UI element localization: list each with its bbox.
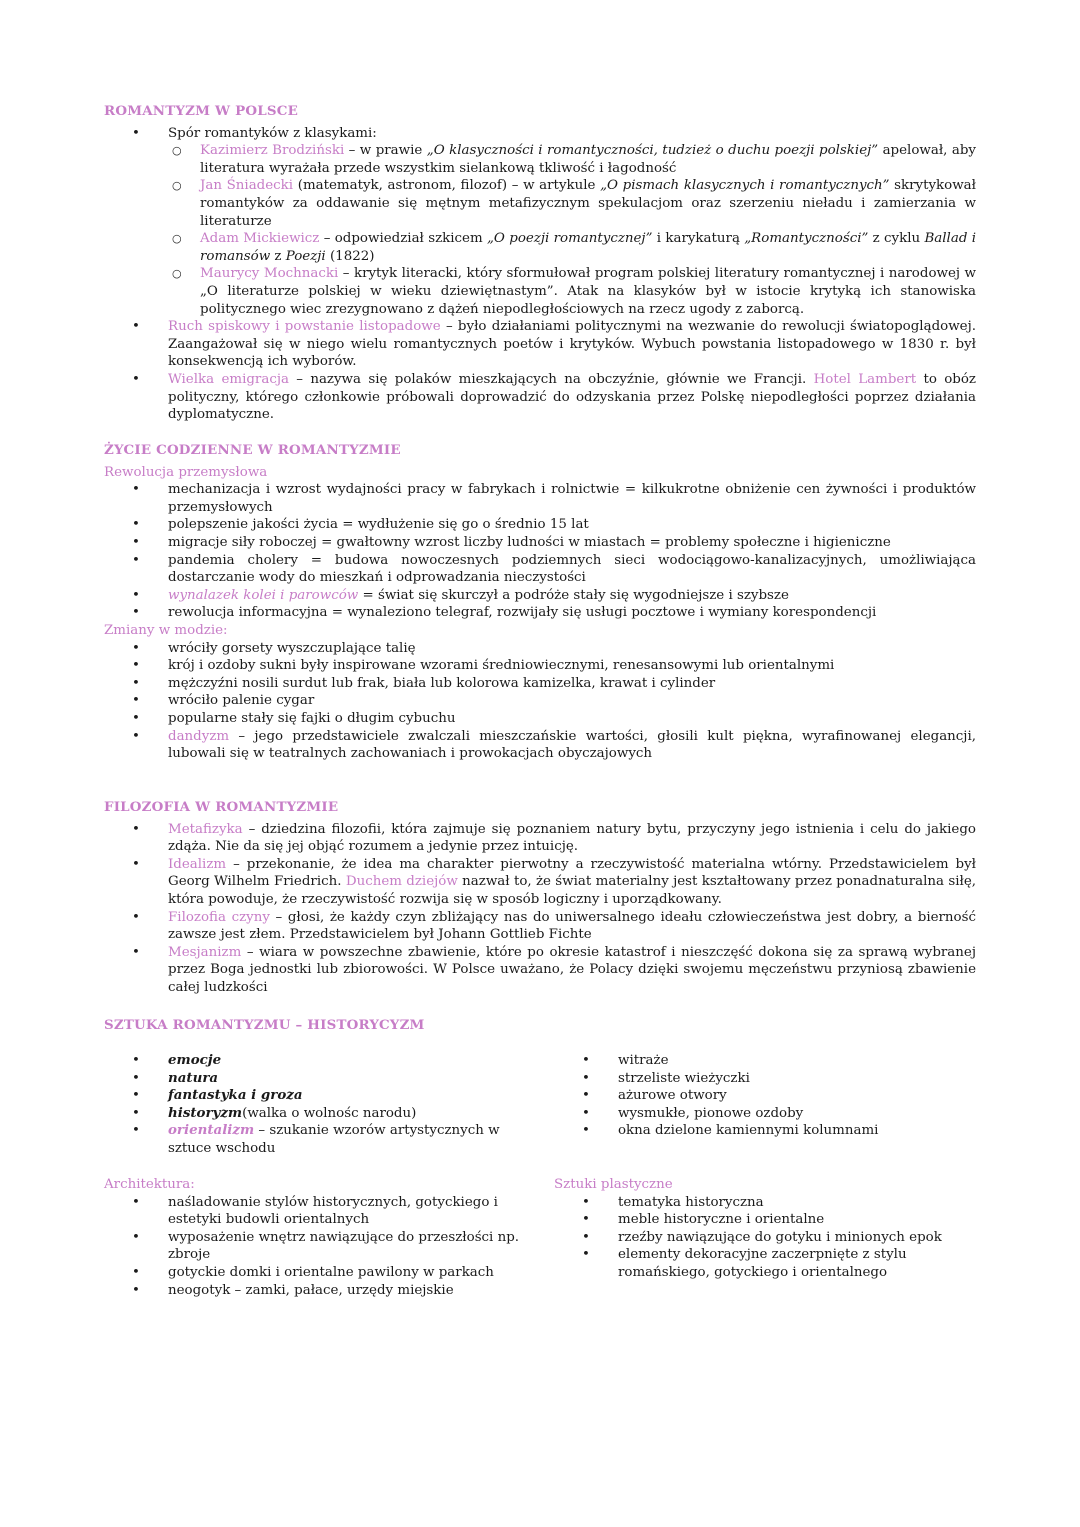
list-item: • tematyka historyczna [554, 1194, 974, 1212]
list-item: • strzeliste wieżyczki [554, 1070, 974, 1088]
text: (walka o wolnośc narodu) [242, 1105, 417, 1121]
list-item [104, 1087, 524, 1105]
list-item [104, 1122, 524, 1157]
subheading-rewolucja: Rewolucja przemysłowa [104, 464, 268, 480]
list-item: • elementy dekoracyjne zaczerpnięte z stylu romańskiego, gotyckiego i orientalnego [554, 1246, 974, 1281]
list-item: • neogotyk – zamki, pałace, urzędy miejskie [104, 1282, 524, 1300]
term: orientalizm [168, 1122, 255, 1139]
sztuka-right-column [554, 1052, 974, 1140]
list-item-text: Spór romantyków z klasykami: [168, 125, 377, 141]
text: z [270, 248, 286, 264]
person-name: Adam Mickiewicz [200, 231, 320, 247]
architektura-column [104, 1176, 524, 1299]
term: Idealizm [168, 856, 227, 872]
list-item: • mężczyźni nosili surdut lub frak, biała lub kolorowa kamizelka, krawat i cylinder [104, 675, 976, 693]
sztuki-plastyczne-column [554, 1176, 974, 1282]
sub-list [168, 142, 976, 318]
list-item [104, 909, 976, 944]
list-item: • meble historyczne i orientalne [554, 1211, 974, 1229]
list-item: • gotyckie domki i orientalne pawilony w parkach [104, 1264, 524, 1282]
text: (matematyk, astronom, filozof) – w artykule [293, 178, 601, 194]
bullet-list [104, 481, 976, 622]
text: to obóz polityczny, którego członkowie próbowali doprowadzić do odzyskania przez Polskę niepodległości poprzez działania dyplomatyczne. [168, 371, 976, 423]
term: emocje [168, 1052, 222, 1068]
text: – jego przedstawiciele zwalczali mieszczańskie wartości, głosili kult piękna, wyrafinowanej elegancji, lubowali się w teatralnych zachowaniach i prowokacjach obyczajowych [168, 728, 976, 762]
title-italic: Poezji [285, 248, 326, 264]
text: – głosi, że każdy czyn zbliżający nas do uniwersalnego ideału człowieczeństwa jest dobry, a bierność zawsze jest złem. Przedstawicielem był Johann Gottlieb Fichte [168, 909, 976, 943]
person-name: Kazimierz Brodziński [200, 143, 345, 159]
bullet-list [554, 1052, 974, 1140]
list-item: • popularne stały się fajki o długim cybuchu [104, 710, 976, 728]
text: – szukanie wzorów artystycznych w sztuce wschodu [168, 1123, 500, 1156]
list-item: • migracje siły roboczej = gwałtowny wzrost liczby ludności w miastach = problemy społeczne i higieniczne [104, 534, 976, 552]
text: – w prawie [344, 143, 427, 159]
list-item: • krój i ozdoby sukni były inspirowane wzorami średniowiecznymi, renesansowymi lub orientalnymi [104, 657, 976, 675]
text: apelował, aby literatura wyrażała przede wszystkim sielankową tkliwość i łagodność [200, 143, 976, 176]
list-item [104, 856, 976, 909]
text: z cyklu [868, 231, 925, 247]
person-name: Jan Śniadecki [200, 178, 294, 194]
text: – dziedzina filozofii, która zajmuje się poznaniem natury bytu, przyczyny jego istnienia i celu do jakiego zdąża. Nie da się jej objąć rozumem a jedynie przez intuicję. [168, 821, 976, 855]
title-italic: „O klasyczności i romantyczności, tudzież o duchu poezji polskiej” [426, 143, 879, 159]
list-item: • wysmukłe, pionowe ozdoby [554, 1105, 974, 1123]
subheading-architektura: Architektura: [104, 1177, 195, 1192]
bullet-list [554, 1194, 974, 1282]
term: historyzm [168, 1104, 243, 1121]
sub-list-item [168, 142, 976, 177]
list-item: • wróciły gorsety wyszczuplające talię [104, 640, 976, 658]
bullet-list [104, 125, 976, 424]
list-item: • witraże [554, 1052, 974, 1070]
list-item: • rzeźby nawiązujące do gotyku i minionych epok [554, 1229, 974, 1247]
list-item: • ażurowe otwory [554, 1087, 974, 1105]
term: Hotel Lambert [813, 371, 917, 387]
list-item [104, 821, 976, 856]
list-item [104, 1070, 524, 1088]
sub-list-item [168, 177, 976, 230]
section-filozofia [104, 799, 976, 997]
text: skrytykował romantyków za oddawanie się mętnym metafizycznym spekulacjom oraz szerzeniu nieładu i zamierzania w literaturze [200, 178, 976, 229]
sub-list-item [168, 230, 976, 265]
list-item: • wyposażenie wnętrz nawiązujące do przeszłości np. zbroje [104, 1229, 524, 1264]
term: Ruch spiskowy i powstanie listopadowe [168, 319, 441, 335]
list-item: • rewolucja informacyjna = wynaleziono telegraf, rozwijały się usługi pocztowe i wymiany korespondencji [104, 604, 976, 622]
list-item [104, 1052, 524, 1070]
list-item: • wróciło palenie cygar [104, 692, 976, 710]
subheading-moda: Zmiany w modzie: [104, 622, 228, 638]
term: Wielka emigracja [168, 371, 289, 387]
section-heading: ROMANTYZM W POLSCE [104, 103, 299, 119]
term: natura [168, 1069, 219, 1086]
text: nazwał to, że świat materialny jest kształtowany przez ponadnaturalna siłę, która powoduje, że rzeczywistość rozwija się w sposób logiczny i uporządkowany. [168, 874, 976, 907]
term: Metafizyka [168, 821, 243, 837]
text: – przekonanie, że idea ma charakter pierwotny a rzeczywistość materialna wtórny. Przedstawicielem był Georg Wilhelm Friedrich. [168, 856, 976, 890]
text: – było działaniami politycznymi na wezwanie do rewolucji światopoglądowej. Zaangażował się w niego wielu romantycznych poetów i krytyków. Wybuch powstania listopadowego w 1830 r. był konsekwencją ich wyborów. [168, 319, 977, 370]
list-item [104, 944, 976, 997]
text: – wiara w powszechne zbawienie, które po okresie katastrof i nieszczęść dokona się za sprawą wybranej przez Boga jednostki lub zbiorowości. W Polsce uważano, że Polacy dzięki swojemu męczeństwu przyniosą zbawienie całej ludzkości [168, 944, 976, 995]
term: Duchem dziejów [345, 874, 458, 890]
section-sztuka [104, 1017, 976, 1039]
list-item [104, 587, 976, 605]
list-item: • pandemia cholery = budowa nowoczesnych podziemnych sieci wodociągowo-kanalizacyjnych, umożliwiająca dostarczanie wody do mieszkań i odprowadzania nieczystości [104, 552, 976, 587]
list-item [104, 1105, 524, 1123]
term: wynalazek kolei i parowców [168, 587, 359, 603]
term: dandyzm [168, 728, 230, 744]
section-heading: ŻYCIE CODZIENNE W ROMANTYZMIE [104, 442, 401, 458]
list-item [104, 125, 976, 319]
title-italic: „Romantyczności” [744, 231, 869, 247]
section-heading: FILOZOFIA W ROMANTYZMIE [104, 799, 339, 815]
list-item: • naśladowanie stylów historycznych, gotyckiego i estetyki budowli orientalnych [104, 1194, 524, 1229]
title-italic: „O pismach klasycznych i romantycznych” [600, 178, 890, 194]
list-item [104, 371, 976, 424]
text: i karykaturą [652, 231, 745, 247]
text: (1822) [325, 248, 375, 264]
text: – odpowiedział szkicem [319, 231, 487, 247]
term: Mesjanizm [168, 944, 242, 960]
bullet-list [104, 1194, 524, 1300]
term: fantastyka i groza [168, 1087, 303, 1104]
bullet-list [104, 821, 976, 997]
bullet-list [104, 640, 976, 763]
section-zycie-codzienne [104, 442, 976, 763]
person-name: Maurycy Mochnacki [200, 266, 339, 282]
list-item [104, 728, 976, 763]
sztuka-left-column [104, 1052, 524, 1158]
term: Filozofia czyny [168, 909, 270, 925]
section-romantyzm-w-polsce [104, 103, 976, 424]
section-heading: SZTUKA ROMANTYZMU – HISTORYCYZM [104, 1017, 425, 1033]
text: – krytyk literacki, który sformułował program polskiej literatury romantycznej i narodowej w „O literaturze polskiej w wieku dziewiętnastym”. Atak na klasyków był w istocie krytyką ich stanowiska politycznego wiec zrezygnowano z dążeń niepodległościowych na rzecz ugody z zaborcą. [200, 266, 977, 317]
list-item: • okna dzielone kamiennymi kolumnami [554, 1122, 974, 1140]
text: – nazywa się polaków mieszkających na obczyźnie, głównie we Francji. [288, 371, 814, 387]
title-italic: Ballad i romansów [200, 231, 977, 264]
title-italic: „O poezji romantycznej” [487, 231, 653, 247]
bullet-list [104, 1052, 524, 1158]
list-item: • polepszenie jakości życia = wydłużenie się go o średnio 15 lat [104, 516, 976, 534]
list-item [104, 318, 976, 371]
list-item: • mechanizacja i wzrost wydajności pracy w fabrykach i rolnictwie = kilkukrotne obniżenie cen żywności i produktów przemysłowych [104, 481, 976, 516]
text: = świat się skurczył a podróże stały się wygodniejsze i szybsze [358, 587, 789, 603]
subheading-sztuki-plastyczne: Sztuki plastyczne [554, 1177, 673, 1192]
sub-list-item [168, 265, 976, 318]
